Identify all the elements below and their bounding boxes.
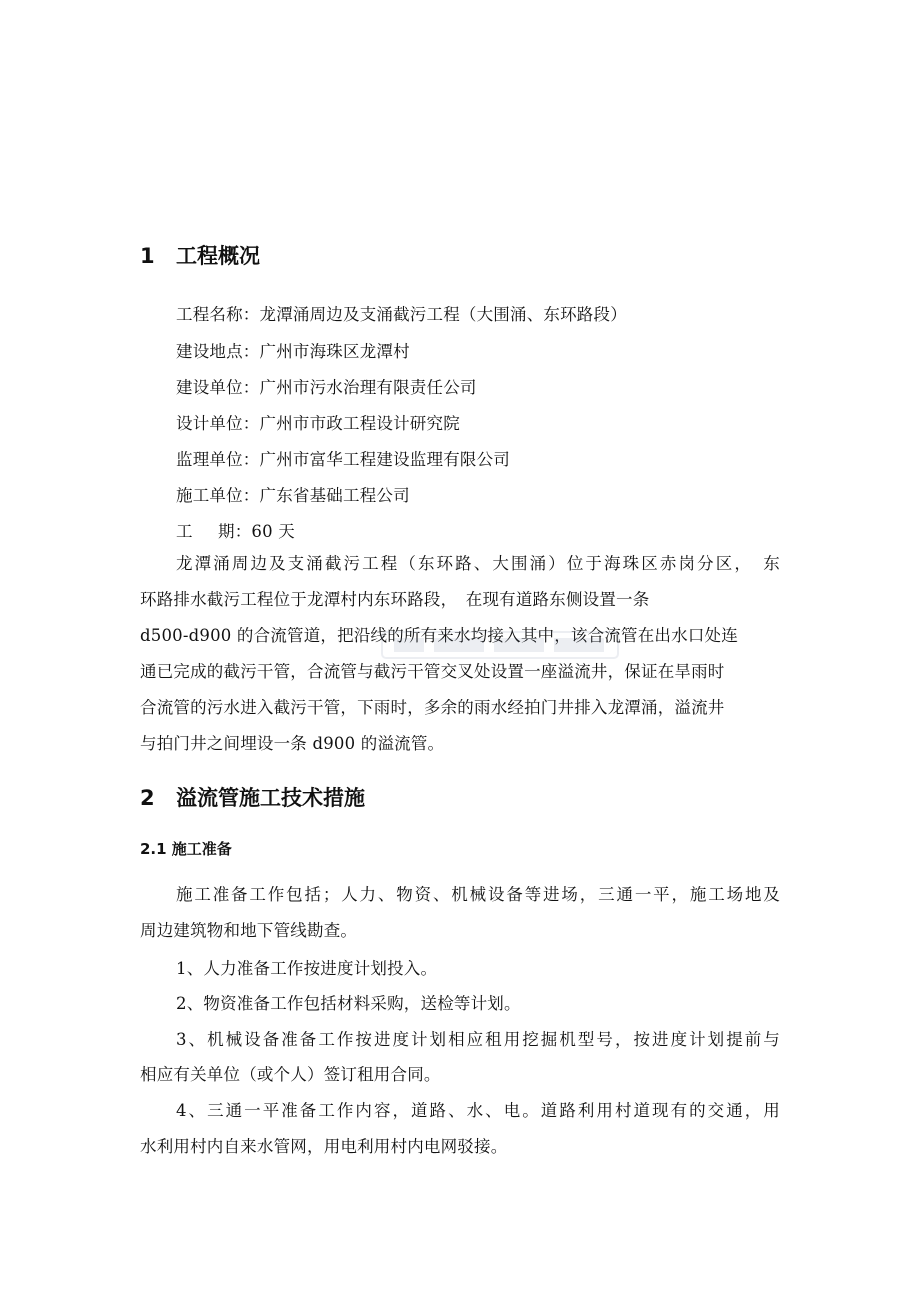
- prep-line-text: 施工准备工作包括；人力、物资、机械设备等进场，三通一平，施工场地及: [176, 885, 780, 904]
- prep-line: [140, 920, 357, 942]
- info-owner: [176, 377, 477, 399]
- prep-line-text: 周边建筑物和地下管线勘查。: [140, 921, 358, 940]
- prep-line-text: 水利用村内自来水管网，用电利用村内电网驳接。: [140, 1137, 508, 1156]
- info-label: 建设地点：: [176, 342, 260, 361]
- info-label: 工程名称：: [176, 305, 260, 324]
- period-label-b: 期：: [218, 522, 252, 541]
- section-2-heading: [140, 783, 365, 813]
- info-value: 广州市海珠区龙潭村: [259, 342, 410, 361]
- info-value: 广州市市政工程设计研究院: [259, 414, 460, 433]
- info-period: [176, 521, 295, 543]
- prep-line-text: 3、机械设备准备工作按进度计划相应租用挖掘机型号，按进度计划提前与: [176, 1030, 780, 1049]
- info-label: 设计单位：: [176, 414, 260, 433]
- prep-line-text: 4、三通一平准备工作内容，道路、水、电。道路利用村道现有的交通，用: [176, 1101, 780, 1120]
- period-value: 60 天: [251, 522, 295, 541]
- overview-line-text: 通已完成的截污干管，合流管与截污干管交叉处设置一座溢流井，保证在旱雨时: [140, 662, 725, 681]
- overview-line: [140, 625, 738, 647]
- overview-line-text: d500-d900 的合流管道，把沿线的所有来水均接入其中，该合流管在出水口处连: [140, 626, 738, 645]
- info-value: 广州市富华工程建设监理有限公司: [259, 450, 510, 469]
- info-value: 龙潭涌周边及支涌截污工程（大围涌、东环路段）: [259, 305, 627, 324]
- prep-line-text: 1、人力准备工作按进度计划投入。: [176, 959, 438, 978]
- info-label: 建设单位：: [176, 378, 260, 397]
- prep-item-1: [176, 958, 437, 980]
- overview-line: [140, 589, 649, 611]
- overview-line: [140, 697, 725, 719]
- info-label: 施工单位：: [176, 486, 260, 505]
- info-project-name: [176, 304, 627, 326]
- prep-line: [140, 1064, 441, 1086]
- overview-line-text: 环路排水截污工程位于龙潭村内东环路段， 在现有道路东侧设置一条: [140, 590, 650, 609]
- prep-item-2: [176, 993, 521, 1015]
- info-supervisor: [176, 449, 510, 471]
- subsection-2-1-heading: [140, 838, 232, 860]
- overview-line-text: 龙潭涌周边及支涌截污工程（东环路、大围涌）位于海珠区赤岗分区， 东: [176, 554, 780, 573]
- section-2-number: 2: [140, 786, 155, 810]
- info-contractor: [176, 485, 410, 507]
- info-value: 广州市污水治理有限责任公司: [259, 378, 477, 397]
- section-2-title: 溢流管施工技术措施: [176, 786, 365, 810]
- section-1-heading: [140, 241, 260, 271]
- info-label: 监理单位：: [176, 450, 260, 469]
- info-value: 广东省基础工程公司: [259, 486, 410, 505]
- period-label-a: 工: [176, 522, 193, 541]
- prep-line: [176, 884, 780, 906]
- prep-item-3: [176, 1029, 780, 1051]
- overview-line-text: 合流管的污水进入截污干管，下雨时，多余的雨水经拍门井排入龙潭涌，溢流井: [140, 698, 725, 717]
- prep-line: [140, 1136, 507, 1158]
- section-1-number: 1: [140, 244, 155, 268]
- section-1-title: 工程概况: [176, 244, 260, 268]
- info-designer: [176, 413, 460, 435]
- overview-line-text: 与拍门井之间埋设一条 d900 的溢流管。: [140, 734, 445, 753]
- prep-item-4: [176, 1100, 780, 1122]
- info-location: [176, 341, 410, 363]
- prep-line-text: 相应有关单位（或个人）签订租用合同。: [140, 1065, 441, 1084]
- overview-line: [140, 661, 725, 683]
- subsection-2-1-title: 2.1 施工准备: [140, 840, 232, 858]
- overview-line: [176, 553, 780, 575]
- overview-line: [140, 733, 444, 755]
- prep-line-text: 2、物资准备工作包括材料采购，送检等计划。: [176, 994, 521, 1013]
